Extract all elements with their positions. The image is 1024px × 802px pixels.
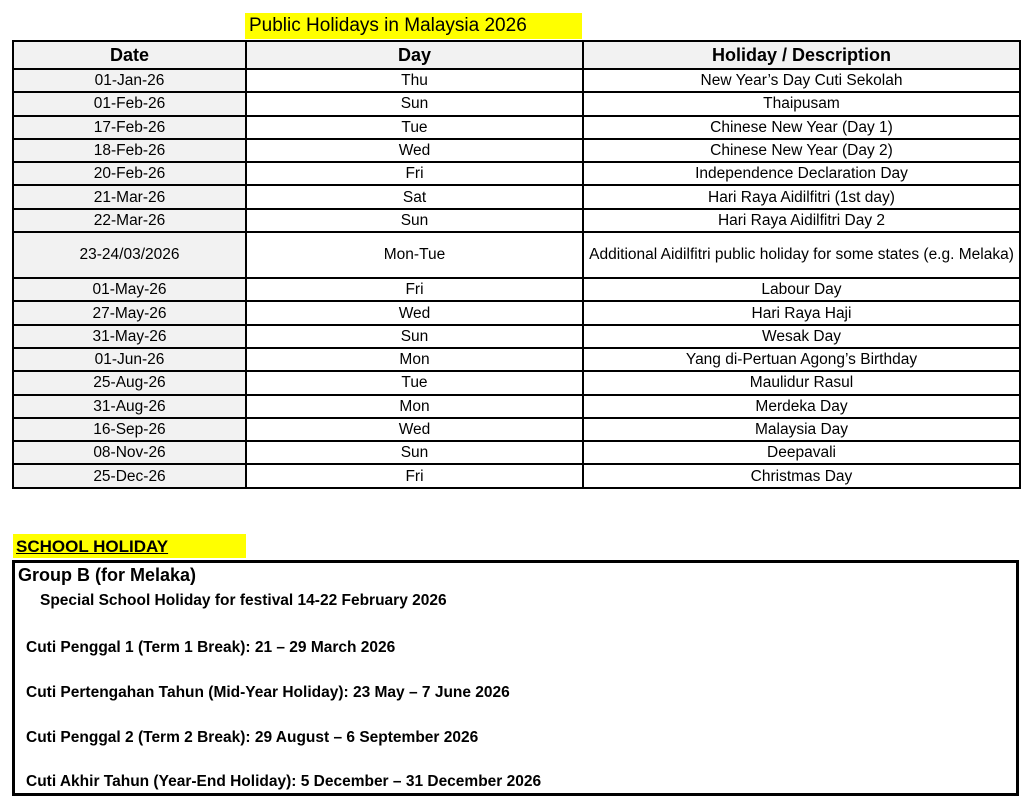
group-title: Group B (for Melaka) — [18, 565, 197, 585]
school-holiday-line: Cuti Akhir Tahun (Year-End Holiday): 5 December – 31 December 2026 — [26, 773, 542, 790]
date-cell: 23-24/03/2026 — [13, 232, 246, 278]
holiday-table — [12, 40, 1021, 489]
table-row — [13, 418, 1020, 441]
holiday-cell: Malaysia Day — [583, 418, 1020, 441]
holiday-cell: Wesak Day — [583, 325, 1020, 348]
holiday-cell: Maulidur Rasul — [583, 371, 1020, 394]
holiday-cell: Hari Raya Haji — [583, 301, 1020, 324]
holiday-cell: Chinese New Year (Day 1) — [583, 116, 1020, 139]
date-cell: 22-Mar-26 — [13, 209, 246, 232]
school-holiday-line: Cuti Penggal 2 (Term 2 Break): 29 August – 6 September 2026 — [26, 729, 479, 746]
date-cell: 25-Aug-26 — [13, 371, 246, 394]
date-cell: 25-Dec-26 — [13, 464, 246, 487]
day-cell: Fri — [246, 278, 583, 301]
school-holiday-heading: SCHOOL HOLIDAY — [13, 534, 246, 558]
holiday-cell: Christmas Day — [583, 464, 1020, 487]
day-cell: Sat — [246, 185, 583, 208]
day-cell: Fri — [246, 162, 583, 185]
column-header-holiday: Holiday / Description — [583, 41, 1020, 69]
table-row — [13, 464, 1020, 487]
holiday-cell: Hari Raya Aidilfitri (1st day) — [583, 185, 1020, 208]
date-cell: 01-Jan-26 — [13, 69, 246, 92]
school-holiday-line: Cuti Penggal 1 (Term 1 Break): 21 – 29 March 2026 — [26, 639, 396, 656]
holiday-cell: Hari Raya Aidilfitri Day 2 — [583, 209, 1020, 232]
date-cell: 31-Aug-26 — [13, 395, 246, 418]
date-cell: 20-Feb-26 — [13, 162, 246, 185]
school-holiday-line: Special School Holiday for festival 14-22 February 2026 — [40, 592, 447, 609]
day-cell: Sun — [246, 325, 583, 348]
date-cell: 18-Feb-26 — [13, 139, 246, 162]
day-cell: Sun — [246, 92, 583, 115]
date-cell: 17-Feb-26 — [13, 116, 246, 139]
holiday-cell: New Year’s Day Cuti Sekolah — [583, 69, 1020, 92]
day-cell: Tue — [246, 371, 583, 394]
holiday-cell: Deepavali — [583, 441, 1020, 464]
table-row — [13, 162, 1020, 185]
table-header-row — [13, 41, 1020, 69]
day-cell: Sun — [246, 209, 583, 232]
table-row — [13, 209, 1020, 232]
table-row — [13, 348, 1020, 371]
table-row — [13, 69, 1020, 92]
table-row — [13, 185, 1020, 208]
table-row — [13, 441, 1020, 464]
day-cell: Mon — [246, 395, 583, 418]
table-row — [13, 116, 1020, 139]
holiday-cell: Merdeka Day — [583, 395, 1020, 418]
holiday-cell: Thaipusam — [583, 92, 1020, 115]
day-cell: Wed — [246, 301, 583, 324]
date-cell: 01-Jun-26 — [13, 348, 246, 371]
day-cell: Wed — [246, 418, 583, 441]
day-cell: Thu — [246, 69, 583, 92]
date-cell: 08-Nov-26 — [13, 441, 246, 464]
table-row — [13, 325, 1020, 348]
table-row — [13, 232, 1020, 278]
table-row — [13, 278, 1020, 301]
table-row — [13, 139, 1020, 162]
column-header-date: Date — [13, 41, 246, 69]
day-cell: Wed — [246, 139, 583, 162]
holiday-cell: Chinese New Year (Day 2) — [583, 139, 1020, 162]
holiday-cell: Additional Aidilfitri public holiday for some states (e.g. Melaka) — [583, 232, 1020, 278]
holiday-cell: Labour Day — [583, 278, 1020, 301]
table-row — [13, 395, 1020, 418]
date-cell: 01-May-26 — [13, 278, 246, 301]
date-cell: 21-Mar-26 — [13, 185, 246, 208]
column-header-day: Day — [246, 41, 583, 69]
date-cell: 16-Sep-26 — [13, 418, 246, 441]
date-cell: 31-May-26 — [13, 325, 246, 348]
holiday-cell: Independence Declaration Day — [583, 162, 1020, 185]
school-holiday-line: Cuti Pertengahan Tahun (Mid-Year Holiday): 23 May – 7 June 2026 — [26, 684, 510, 701]
table-row — [13, 371, 1020, 394]
page-title: Public Holidays in Malaysia 2026 — [245, 13, 582, 39]
school-holiday-box — [12, 560, 1019, 796]
day-cell: Mon — [246, 348, 583, 371]
day-cell: Fri — [246, 464, 583, 487]
day-cell: Tue — [246, 116, 583, 139]
holiday-cell: Yang di-Pertuan Agong’s Birthday — [583, 348, 1020, 371]
day-cell: Sun — [246, 441, 583, 464]
date-cell: 01-Feb-26 — [13, 92, 246, 115]
date-cell: 27-May-26 — [13, 301, 246, 324]
table-row — [13, 92, 1020, 115]
day-cell: Mon-Tue — [246, 232, 583, 278]
table-row — [13, 301, 1020, 324]
